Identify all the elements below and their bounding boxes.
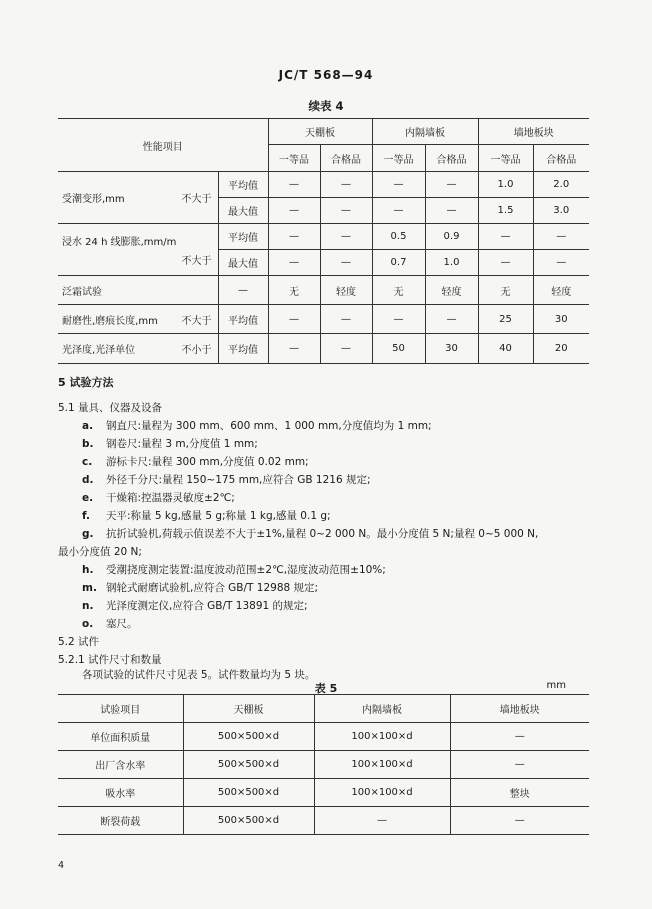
table5-caption: 表 5 [314,682,338,695]
property-qualifier: 不大于 [181,315,212,327]
list-item [82,472,371,487]
item-label: f. [82,510,90,522]
value-cell: — [478,250,533,276]
table-row [58,723,589,751]
header-grade: 合格品 [320,145,372,172]
cell: — [450,751,589,779]
table-4 [58,118,589,364]
value-cell: — [320,334,372,364]
cell: 100×100×d [314,779,450,807]
value-cell: 1.5 [478,198,533,224]
cell: 整块 [450,779,589,807]
cell: 吸水率 [58,779,183,807]
sub-label: 最大值 [218,250,268,276]
value-cell: — [372,198,425,224]
property-name: 受潮变形,mm [62,194,125,205]
value-cell: — [320,198,372,224]
value-cell: — [478,224,533,250]
table5-unit: mm [546,680,566,691]
cell: 单位面积质量 [58,723,183,751]
value-cell: — [372,172,425,198]
property-cell [58,276,218,305]
table-5 [58,694,589,835]
property-qualifier: 不小于 [181,345,212,356]
value-cell: 25 [478,305,533,334]
document-header: JC/T 568—94 [278,68,374,82]
section-5-1-title: 5.1 量具、仪器及设备 [58,402,163,414]
list-item [82,526,538,541]
header-grade: 一等品 [268,145,320,172]
property-cell [58,224,218,276]
header-grade: 一等品 [478,145,533,172]
item-text: 干燥箱:控温器灵敏度±2℃; [106,492,235,504]
property-cell [58,334,218,364]
value-cell: — [268,250,320,276]
item-label: b. [82,438,94,450]
list-item [82,418,432,433]
cell: 500×500×d [183,723,314,751]
item-text: 游标卡尺:量程 300 mm,分度值 0.02 mm; [106,456,309,468]
value-cell: — [268,198,320,224]
value-cell: — [268,224,320,250]
table-row [58,779,589,807]
property-name: 浸水 24 h 线膨胀,mm/m [62,236,177,248]
item-label: d. [82,474,94,486]
item-label: e. [82,492,94,504]
value-cell: 无 [372,276,425,305]
value-cell: — [372,305,425,334]
item-text: 外径千分尺:量程 150~175 mm,应符合 GB 1216 规定; [106,474,371,486]
value-cell: — [533,250,589,276]
value-cell: — [268,305,320,334]
sub-label: 平均值 [218,224,268,250]
value-cell: — [268,172,320,198]
property-name: 泛霜试验 [62,286,102,298]
list-item [82,436,258,451]
value-cell: — [533,224,589,250]
item-text: 天平:称量 5 kg,感量 5 g;称量 1 kg,感量 0.1 g; [106,510,331,522]
header-cell: 墙地板块 [450,695,589,723]
list-item [82,580,318,595]
header-grade: 合格品 [533,145,589,172]
header-group: 内隔墙板 [372,119,478,145]
property-cell [58,305,218,334]
cell: — [450,723,589,751]
item-text: 钢轮式耐磨试验机,应符合 GB/T 12988 规定; [106,582,319,594]
value-cell: 30 [533,305,589,334]
table4-caption: 续表 4 [308,99,344,113]
item-text: 塞尺。 [106,618,138,630]
list-item [82,508,331,523]
value-cell: 50 [372,334,425,364]
cell: 500×500×d [183,807,314,835]
header-property: 性能项目 [58,119,268,172]
item-label: n. [82,600,94,612]
table-row [58,807,589,835]
cell: 500×500×d [183,751,314,779]
list-item [82,598,308,613]
value-cell: 轻度 [533,276,589,305]
value-cell: — [320,172,372,198]
property-qualifier: 不大于 [181,255,212,267]
value-cell: — [320,305,372,334]
value-cell: 0.9 [425,224,478,250]
item-label: o. [82,618,94,630]
page-number: 4 [58,860,65,871]
table-row [58,751,589,779]
value-cell: 无 [478,276,533,305]
list-item-continuation [58,544,142,559]
value-cell: 轻度 [320,276,372,305]
cell: — [450,807,589,835]
item-label: c. [82,456,93,468]
header-cell: 内隔墙板 [314,695,450,723]
list-item [82,562,386,577]
property-cell [58,172,218,224]
sub-label: 平均值 [218,334,268,364]
header-cell: 天棚板 [183,695,314,723]
value-cell: — [320,224,372,250]
item-text: 抗折试验机,荷载示值误差不大于±1%,量程 0~2 000 N。最小分度值 5 N;量程 0~5 000 N, [106,528,539,540]
item-label: g. [82,528,94,540]
value-cell: 20 [533,334,589,364]
value-cell: — [425,198,478,224]
value-cell: 2.0 [533,172,589,198]
paragraph: 各项试验的试件尺寸见表 5。试件数量均为 5 块。 [82,669,316,681]
header-group: 天棚板 [268,119,372,145]
value-cell: — [425,172,478,198]
header-cell: 试验项目 [58,695,183,723]
section-5-title: 5 试验方法 [58,376,114,389]
value-cell: 0.7 [372,250,425,276]
sub-label: 平均值 [218,305,268,334]
item-text: 钢卷尺:量程 3 m,分度值 1 mm; [106,438,258,450]
sub-label: 最大值 [218,198,268,224]
list-item [82,616,138,631]
value-cell: 30 [425,334,478,364]
item-label: m. [82,582,97,594]
list-item [82,490,235,505]
value-cell: 无 [268,276,320,305]
header-group: 墙地板块 [478,119,589,145]
value-cell: 轻度 [425,276,478,305]
header-grade: 一等品 [372,145,425,172]
cell: 出厂含水率 [58,751,183,779]
item-text: 最小分度值 20 N; [58,546,142,558]
property-name: 光泽度,光泽单位 [62,345,136,356]
sub-label: — [218,276,268,305]
cell: 断裂荷载 [58,807,183,835]
item-text: 受潮挠度测定装置:温度波动范围±2℃,湿度波动范围±10%; [106,564,386,576]
value-cell: — [425,305,478,334]
value-cell: 1.0 [425,250,478,276]
cell: 100×100×d [314,723,450,751]
value-cell: — [268,334,320,364]
list-item [82,454,309,469]
section-5-2-title: 5.2 试件 [58,636,100,648]
section-5-2-1-title: 5.2.1 试件尺寸和数量 [58,654,162,666]
item-text: 光泽度测定仪,应符合 GB/T 13891 的规定; [106,600,308,612]
value-cell: — [320,250,372,276]
item-text: 钢直尺:量程为 300 mm、600 mm、1 000 mm,分度值均为 1 mm; [106,420,432,432]
property-qualifier: 不大于 [181,194,212,205]
header-grade: 合格品 [425,145,478,172]
value-cell: 3.0 [533,198,589,224]
item-label: a. [82,420,94,432]
cell: — [314,807,450,835]
value-cell: 0.5 [372,224,425,250]
value-cell: 1.0 [478,172,533,198]
value-cell: 40 [478,334,533,364]
cell: 100×100×d [314,751,450,779]
property-name: 耐磨性,磨痕长度,mm [62,315,158,327]
item-label: h. [82,564,94,576]
cell: 500×500×d [183,779,314,807]
sub-label: 平均值 [218,172,268,198]
